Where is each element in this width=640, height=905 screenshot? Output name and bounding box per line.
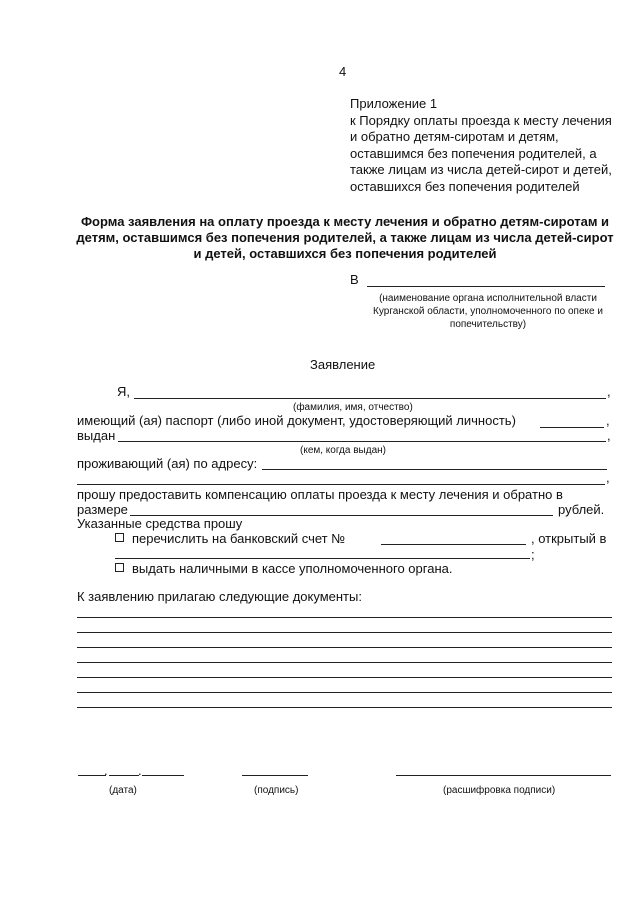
addressee-note-line: попечительству) xyxy=(449,319,527,330)
option-bank-semicolon: ; xyxy=(531,547,535,562)
addressee-note xyxy=(356,292,620,331)
appendix-line: Приложение 1 xyxy=(350,96,438,111)
addressee-note-line: Курганской области, уполномоченного по опеке и xyxy=(373,306,603,317)
address-label: проживающий (ая) по адресу: xyxy=(77,456,258,471)
account-number-field[interactable] xyxy=(381,544,526,545)
appendix-line: к Порядку оплаты проезда к месту лечения xyxy=(350,112,612,128)
address-field-2[interactable] xyxy=(77,484,605,485)
attachment-line[interactable] xyxy=(77,707,612,708)
form-title-line: Форма заявления на оплату проезда к месту лечения и обратно детям-сиротам и xyxy=(80,214,610,229)
date-caption: (дата) xyxy=(109,785,137,796)
amount-label: размере xyxy=(77,502,128,517)
form-title xyxy=(60,214,630,262)
attachment-line[interactable] xyxy=(77,617,612,618)
appendix-block xyxy=(350,96,612,195)
address-comma: , xyxy=(606,470,610,485)
signature-decoding-field[interactable] xyxy=(396,775,611,776)
bank-name-field[interactable] xyxy=(115,558,530,559)
signature-field[interactable] xyxy=(242,775,308,776)
request-text: прошу предоставить компенсацию оплаты проезда к месту лечения и обратно в xyxy=(77,487,563,502)
issued-note: (кем, когда выдан) xyxy=(300,445,386,456)
decoding-caption: (расшифровка подписи) xyxy=(443,785,556,796)
address-field[interactable] xyxy=(262,469,607,470)
date-day-field[interactable] xyxy=(78,775,106,776)
date-month-field[interactable] xyxy=(109,775,139,776)
issued-comma: , xyxy=(607,428,611,443)
appendix-line: и обратно детям-сиротам и детям, xyxy=(350,129,559,144)
passport-field[interactable] xyxy=(540,427,604,428)
passport-label: имеющий (ая) паспорт (либо иной документ, удостоверяющий личность) xyxy=(77,413,516,428)
option-bank-opened: , открытый в xyxy=(531,531,607,546)
option-bank[interactable] xyxy=(115,531,345,547)
amount-unit: рублей. xyxy=(558,502,605,517)
fio-note: (фамилия, имя, отчество) xyxy=(293,402,413,413)
attachments-label: К заявлению прилагаю следующие документы: xyxy=(77,589,362,604)
attachment-line[interactable] xyxy=(77,647,612,648)
date-year-field[interactable] xyxy=(142,775,184,776)
funds-label: Указанные средства прошу xyxy=(77,516,243,531)
issued-label: выдан xyxy=(77,428,116,443)
checkbox-icon[interactable] xyxy=(115,563,124,572)
form-title-line: и детей, оставшихся без попечения родителей xyxy=(193,246,497,261)
fio-field[interactable] xyxy=(134,398,606,399)
appendix-line: оставшихся без попечения родителей xyxy=(350,178,580,194)
appendix-line: оставшимся без попечения родителей, а xyxy=(350,145,597,161)
signature-caption: (подпись) xyxy=(254,785,299,796)
ya-comma: , xyxy=(607,384,611,399)
attachment-line[interactable] xyxy=(77,662,612,663)
attachment-line[interactable] xyxy=(77,692,612,693)
issued-field[interactable] xyxy=(118,441,606,442)
attachment-line[interactable] xyxy=(77,677,612,678)
attachment-line[interactable] xyxy=(77,632,612,633)
form-title-line: детям, оставшимся без попечения родителей, а также лицам из числа детей-сирот xyxy=(76,230,614,245)
checkbox-icon[interactable] xyxy=(115,533,124,542)
date-separator: . xyxy=(104,763,108,778)
statement-heading: Заявление xyxy=(310,357,376,372)
option-cash-label: выдать наличными в кассе уполномоченного органа. xyxy=(132,561,453,576)
page-number: 4 xyxy=(339,64,347,79)
addressee-field[interactable] xyxy=(367,286,605,287)
option-bank-label: перечислить на банковский счет № xyxy=(132,531,346,546)
ya-label: Я, xyxy=(117,384,130,399)
addressee-note-line: (наименование органа исполнительной власти xyxy=(379,293,597,304)
addressee-prefix: В xyxy=(350,272,359,287)
date-separator: . xyxy=(138,763,142,778)
passport-comma: , xyxy=(606,413,610,428)
option-cash[interactable] xyxy=(115,561,452,577)
appendix-line: также лицам из числа детей-сирот и детей, xyxy=(350,162,612,177)
